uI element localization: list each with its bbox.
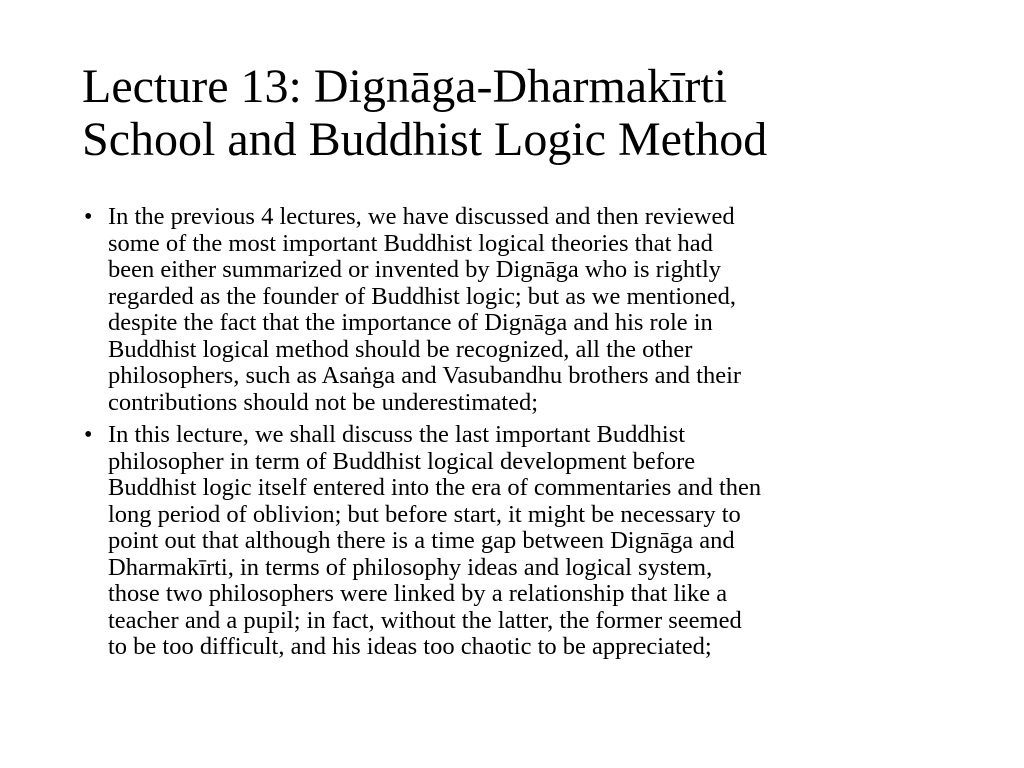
bullet-line: In this lecture, we shall discuss the last important Buddhist	[108, 421, 686, 448]
bullet-point-icon: •	[84, 204, 93, 230]
bullet-line: contributions should not be underestimated;	[108, 388, 539, 416]
bullet-line: Buddhist logic itself entered into the era of commentaries and then	[108, 474, 762, 501]
bullet-line: those two philosophers were linked by a relationship that like a	[108, 580, 728, 607]
bullet-line: Dharmakīrti, in terms of philosophy ideas and logical system,	[108, 553, 713, 581]
bullet-line: teacher and a pupil; in fact, without the latter, the former seemed	[108, 606, 742, 634]
bullet-line: despite the fact that the importance of Dignāga and his role in	[108, 309, 713, 336]
bullet-point-icon: •	[84, 422, 93, 448]
bullet-line: been either summarized or invented by Dignāga who is rightly	[108, 256, 722, 283]
bullet-line: philosopher in term of Buddhist logical development before	[108, 447, 696, 475]
bullet-text	[108, 422, 964, 661]
bullet-line: Buddhist logical method should be recognized, all the other	[108, 335, 693, 363]
bullet-item	[84, 422, 964, 661]
bullet-line: philosophers, such as Asaṅga and Vasubandhu brothers and their	[108, 362, 742, 389]
slide-title-line: Lecture 13: Dignāga-Dharmakīrti	[82, 60, 728, 113]
slide-title	[82, 60, 962, 166]
bullet-line: point out that although there is a time gap between Dignāga and	[108, 527, 735, 554]
bullet-line: In the previous 4 lectures, we have discussed and then reviewed	[108, 203, 735, 230]
bullet-line: to be too difficult, and his ideas too chaotic to be appreciated;	[108, 633, 712, 660]
bullet-line: long period of oblivion; but before start, it might be necessary to	[108, 500, 741, 528]
bullet-item	[84, 204, 964, 416]
bullet-line: some of the most important Buddhist logical theories that had	[108, 229, 713, 257]
bullet-list	[84, 204, 964, 667]
slide-title-line: School and Buddhist Logic Method	[82, 113, 768, 166]
bullet-text	[108, 204, 964, 416]
bullet-line: regarded as the founder of Buddhist logic; but as we mentioned,	[108, 282, 736, 310]
